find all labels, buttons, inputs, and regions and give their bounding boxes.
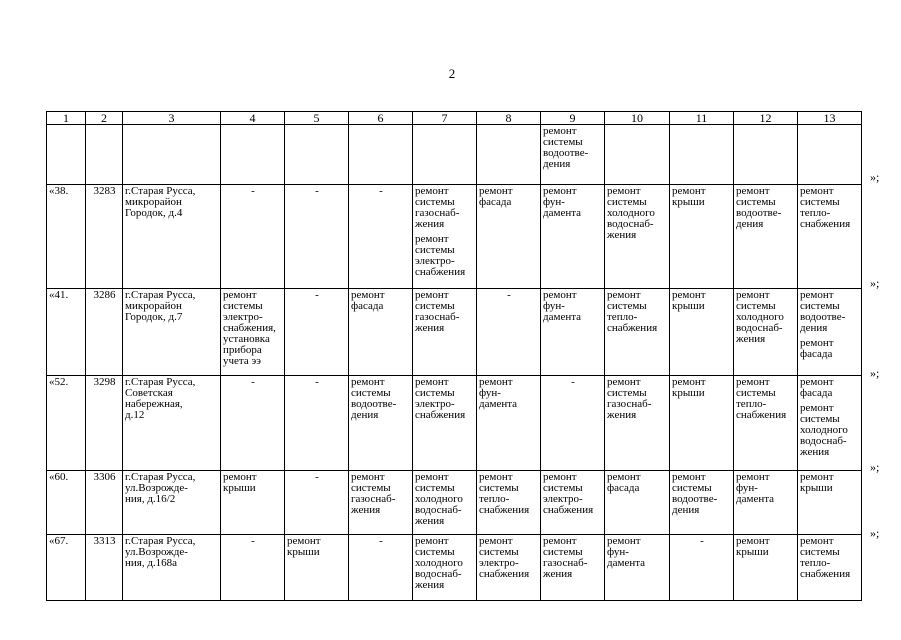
cell-text: ремонт крыши [287,535,321,558]
table-cell [349,535,413,601]
column-header: 8 [477,112,541,125]
table-cell [477,535,541,601]
cell-text: ремонт системы газоснаб- жения [415,185,460,230]
cell-text: ремонт фасада [607,471,641,494]
cell-text: г.Старая Русса, ул.Возрожде- ния, д.16/2 [125,471,196,505]
cell-text: ремонт системы электро- снабжения [415,376,466,421]
table-cell [349,185,413,289]
table-cell [86,125,123,185]
cell-text: - [315,376,319,388]
table-cell [47,185,86,289]
column-header: 10 [605,112,670,125]
cell-text: г.Старая Русса, микрорайон Городок, д.7 [125,289,196,323]
cell-text: 3286 [93,289,116,301]
cell-text: ремонт системы водоотве- дения [800,289,846,334]
table-cell [285,125,349,185]
cell-text: ремонт фасада [800,376,834,399]
cell-text: ремонт системы электро- снабжения [479,535,530,580]
cell-text: ремонт системы холодного водоснаб- жения [415,535,463,591]
table-cell [47,125,86,185]
table-header-row [47,112,862,125]
table-cell [605,471,670,535]
cell-text: «67. [49,535,69,547]
cell-text: ремонт системы тепло- снабжения [800,535,851,580]
cell-text: ремонт системы электро- снабжения, установка прибора учета ээ [223,289,276,367]
cell-text: ремонт фун- дамента [607,535,646,569]
cell-text: 3298 [93,376,116,388]
table-cell [605,125,670,185]
row-end-marker: »; [870,170,880,184]
table-row [47,125,862,185]
table-cell [670,535,734,601]
table-cell [670,376,734,471]
cell-text: - [315,289,319,301]
table-cell [285,289,349,376]
cell-text: - [315,471,319,483]
table-cell [349,289,413,376]
table-cell [123,535,221,601]
cell-text: ремонт системы тепло- снабжения [736,376,787,421]
table-cell [47,376,86,471]
table-cell [605,289,670,376]
table-cell [221,376,285,471]
repair-schedule-table [46,111,862,601]
row-end-marker: »; [870,276,880,290]
table-cell [221,289,285,376]
table-cell [670,185,734,289]
table-cell [413,125,477,185]
table-cell [477,376,541,471]
cell-text: ремонт системы газоснаб- жения [351,471,396,516]
table-cell [541,471,605,535]
table-cell [47,471,86,535]
cell-text: ремонт системы тепло- снабжения [800,185,851,230]
cell-text: - [315,185,319,197]
column-header: 13 [798,112,862,125]
cell-text: г.Старая Русса, Советская набережная, д.12 [125,376,196,421]
cell-text: ремонт системы водоотве- дения [351,376,397,421]
table-cell [798,535,862,601]
table-cell [734,125,798,185]
table-cell [123,471,221,535]
table-cell [413,376,477,471]
table-cell [605,185,670,289]
table-cell [285,471,349,535]
cell-text: - [571,376,575,388]
cell-text: ремонт системы газоснаб- жения [607,376,652,421]
cell-text: ремонт фасада [479,185,513,208]
cell-text: ремонт фун- дамента [543,185,582,219]
table-cell [123,185,221,289]
page-number: 2 [448,66,456,81]
table-cell [123,289,221,376]
table-cell [413,185,477,289]
cell-text: «38. [49,185,69,197]
table-cell [798,471,862,535]
cell-text: ремонт фасада [351,289,385,312]
table-cell [349,471,413,535]
cell-text: - [700,535,704,547]
table-cell [285,185,349,289]
table-cell [798,185,862,289]
cell-text: ремонт системы газоснаб- жения [543,535,588,580]
cell-text: «60. [49,471,69,483]
column-header: 12 [734,112,798,125]
cell-text: ремонт крыши [736,535,770,558]
table-cell [123,376,221,471]
column-header: 9 [541,112,605,125]
table-row [47,535,862,601]
cell-text: - [251,185,255,197]
column-header: 3 [123,112,221,125]
table-cell [541,289,605,376]
table-cell [734,376,798,471]
table-cell [221,185,285,289]
table-cell [541,535,605,601]
table-row [47,185,862,289]
cell-text: ремонт системы тепло- снабжения [479,471,530,516]
table-cell [86,376,123,471]
table-cell [670,125,734,185]
table-cell [477,185,541,289]
cell-text: 3313 [93,535,116,547]
cell-text: «41. [49,289,69,301]
table-cell [477,289,541,376]
table-cell [47,289,86,376]
cell-text: ремонт системы электро- снабжения [415,233,466,278]
table-cell [221,471,285,535]
column-header: 6 [349,112,413,125]
table-cell [86,289,123,376]
cell-text: ремонт системы газоснаб- жения [415,289,460,334]
cell-text: ремонт крыши [800,471,834,494]
table-cell [285,376,349,471]
cell-text: 3306 [93,471,116,483]
table-cell [670,471,734,535]
table-cell [123,125,221,185]
table-cell [798,289,862,376]
table-cell [285,535,349,601]
cell-text: - [251,376,255,388]
cell-text: ремонт системы электро- снабжения [543,471,594,516]
table-cell [670,289,734,376]
table-cell [798,376,862,471]
table-cell [798,125,862,185]
table-cell [734,471,798,535]
table-row [47,471,862,535]
row-end-marker: »; [870,460,880,474]
table-row [47,376,862,471]
cell-text: ремонт системы водоотве- дения [543,125,589,170]
column-header: 5 [285,112,349,125]
table-body [47,112,862,601]
cell-text: - [379,185,383,197]
table-cell [734,289,798,376]
table-cell [541,376,605,471]
table-cell [541,185,605,289]
table-row [47,289,862,376]
cell-text: - [507,289,511,301]
row-end-marker: »; [870,366,880,380]
cell-text: - [379,535,383,547]
cell-text: 3283 [93,185,116,197]
cell-text: ремонт системы водоотве- дения [672,471,718,516]
cell-text: ремонт фун- дамента [543,289,582,323]
table-cell [413,471,477,535]
table-cell [47,535,86,601]
cell-text: ремонт системы холодного водоснаб- жения [736,289,784,345]
column-header: 7 [413,112,477,125]
table-cell [734,535,798,601]
cell-text: ремонт системы водоотве- дения [736,185,782,230]
table-cell [734,185,798,289]
column-header: 11 [670,112,734,125]
table-cell [86,471,123,535]
table-cell [86,185,123,289]
cell-text: ремонт фасада [800,337,834,360]
table-cell [413,289,477,376]
cell-text: ремонт системы холодного водоснаб- жения [800,402,848,458]
table-cell [221,125,285,185]
table-cell [221,535,285,601]
cell-text: ремонт крыши [672,185,706,208]
cell-text: ремонт фун- дамента [736,471,775,505]
column-header: 4 [221,112,285,125]
cell-text: ремонт системы холодного водоснаб- жения [607,185,655,241]
cell-text: ремонт фун- дамента [479,376,518,410]
cell-text: г.Старая Русса, микрорайон Городок, д.4 [125,185,196,219]
cell-text: ремонт системы холодного водоснаб- жения [415,471,463,527]
cell-text: ремонт крыши [672,376,706,399]
table-cell [413,535,477,601]
row-end-marker: »; [870,526,880,540]
column-header: 2 [86,112,123,125]
table-cell [349,376,413,471]
table-cell [605,535,670,601]
cell-text: «52. [49,376,69,388]
table-cell [605,376,670,471]
cell-text: - [251,535,255,547]
table-cell [477,471,541,535]
table-cell [477,125,541,185]
table-cell [541,125,605,185]
cell-text: ремонт системы тепло- снабжения [607,289,658,334]
cell-text: ремонт крыши [672,289,706,312]
table-cell [86,535,123,601]
cell-text: ремонт крыши [223,471,257,494]
column-header: 1 [47,112,86,125]
table-cell [349,125,413,185]
cell-text: г.Старая Русса, ул.Возрожде- ния, д.168а [125,535,196,569]
